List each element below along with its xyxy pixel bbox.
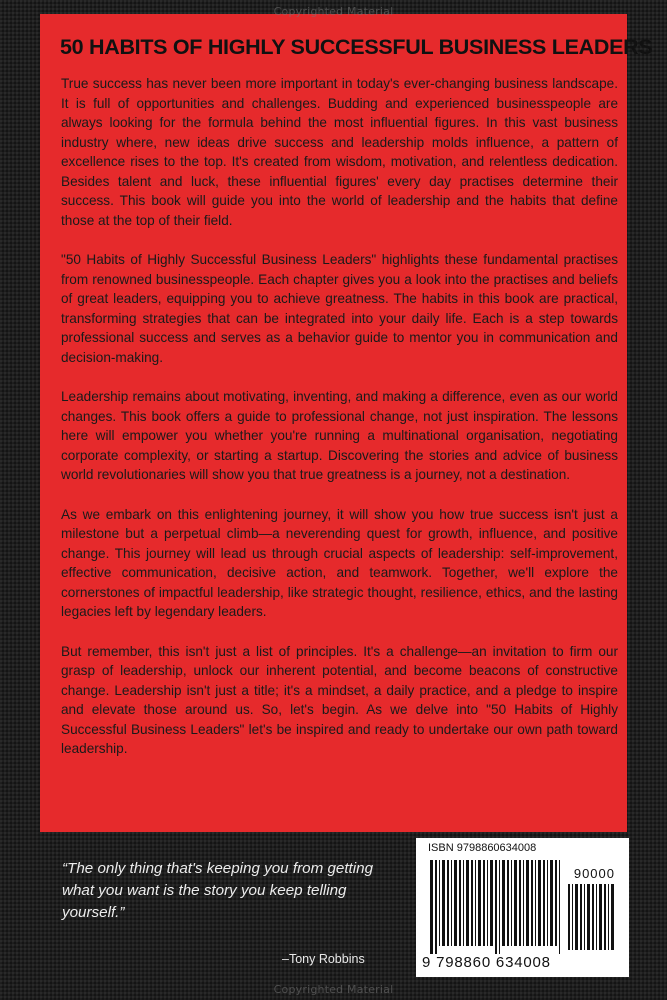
barcode-bar	[519, 860, 521, 946]
description-panel	[40, 14, 653, 832]
barcode-bar	[587, 884, 590, 950]
barcode-bar	[511, 860, 512, 946]
barcode-bar	[550, 860, 553, 946]
barcode-bar	[459, 860, 461, 946]
barcode-bar	[487, 860, 488, 946]
barcode-bar	[507, 860, 509, 946]
barcode-bar	[466, 860, 469, 946]
barcode-bar	[611, 884, 614, 950]
barcode-bar	[499, 860, 500, 954]
barcode-bar	[439, 860, 440, 946]
barcode-bar	[483, 860, 485, 946]
barcode-bar	[435, 860, 437, 954]
barcode-bar	[478, 860, 481, 946]
barcode-bar	[555, 860, 557, 946]
barcode-bar	[531, 860, 533, 946]
barcode-bar	[543, 860, 545, 946]
description-body	[61, 74, 618, 779]
book-title: 50 HABITS OF HIGHLY SUCCESSFUL BUSINESS LEADERS	[60, 35, 653, 59]
barcode-bar	[451, 860, 452, 946]
barcode-bar	[475, 860, 476, 946]
barcode-bar	[584, 884, 585, 950]
description-paragraph-4: As we embark on this enlightening journey, it will show you how true success isn't just a milestone but a perpetual climb—a neverending quest for growth, influence, and positive change. This journey will lead us through crucial aspects of leadership: self-improvement, effective communication, decisive action, and teamwork. Together, we'll explore the cornerstones of impactful leadership, like strategic thought, resilience, ethics, and the lasting legacies left by legendary leaders.	[61, 506, 618, 619]
watermark-top: Copyrighted Material	[273, 5, 394, 18]
description-paragraph-3: Leadership remains about motivating, inventing, and making a difference, even as our world changes. This book offers a guide to professional change, not just inspiration. The lessons here will empower you whether you're running a multinational organisation, negotiating corporate complexity, or starting a startup. Discovering the stories and advice of business world revolutionaries will show you that true greatness is a journey, not a destination.	[61, 389, 618, 482]
barcode-main-bars	[430, 860, 560, 954]
barcode-bar	[535, 860, 536, 946]
barcode-bar	[454, 860, 457, 946]
barcode-bar	[592, 884, 594, 950]
barcode-bar	[572, 884, 573, 950]
barcode-bar	[596, 884, 597, 950]
watermark-bottom: Copyrighted Material	[273, 983, 394, 996]
description-paragraph-1: True success has never been more important in today's ever-changing business landscape. It is full of opportunities and challenges. Budding and experienced businesspeople are always looking for the formula behind the most influential figures. In this vast business industry where, new ideas drive success and leadership molds influence, a pattern of excellence rises to the top. It's created from wisdom, motivation, and relentless dedication. Besides talent and luck, these influential figures' every day practises determine their success. This book will guide you into the world of leadership and the habits that define those at the top of their field.	[61, 76, 618, 228]
barcode-digits: 9 798860 634008	[422, 954, 551, 971]
barcode-bar	[514, 860, 517, 946]
barcode-bar	[599, 884, 602, 950]
barcode-bar	[547, 860, 548, 946]
barcode-bar	[580, 884, 582, 950]
barcode-bar	[447, 860, 449, 946]
barcode-bar	[526, 860, 529, 946]
isbn-label: ISBN 9798860634008	[428, 842, 537, 854]
barcode-bar	[568, 884, 570, 950]
barcode-bar	[430, 860, 433, 954]
barcode-bar	[495, 860, 497, 954]
barcode-bar	[608, 884, 609, 950]
barcode-bar	[471, 860, 473, 946]
description-paragraph-5: But remember, this isn't just a list of principles. It's a challenge—an invitation to firm our grasp of leadership, unlock our inherent potential, and become beacons of constructive change. Leadership isn't just a title; it's a mindset, a daily practice, and a pledge to inspire and elevate those around us. So, let's begin. As we delve into "50 Habits of Highly Successful Business Leaders" let's be inspired and ready to undertake our own path toward leadership.	[61, 643, 618, 756]
barcode-bar	[442, 860, 445, 946]
barcode-addon-bars	[568, 884, 616, 950]
price-code: 90000	[573, 866, 615, 881]
barcode-bar	[523, 860, 524, 946]
quote-attribution: –Tony Robbins	[282, 952, 365, 966]
barcode-bar	[502, 860, 505, 946]
barcode-bar	[463, 860, 464, 946]
barcode-bar	[538, 860, 541, 946]
isbn-barcode-box	[416, 838, 629, 977]
barcode-bar	[559, 860, 560, 954]
barcode-bar	[490, 860, 493, 946]
barcode-bar	[575, 884, 578, 950]
barcode-bar	[604, 884, 606, 950]
description-paragraph-2: "50 Habits of Highly Successful Business Leaders" highlights these fundamental practises from renowned businesspeople. Each chapter gives you a look into the practises and beliefs of great leaders, equipping you to achieve greatness. The habits in this book are practical, transforming strategies that can be integrated into your daily life. Each is a step towards professional success and serves as a behavior guide to mentor you in communication and decision-making.	[61, 252, 618, 365]
quote-text: “The only thing that's keeping you from getting what you want is the story you keep telling yourself.”	[62, 860, 374, 921]
